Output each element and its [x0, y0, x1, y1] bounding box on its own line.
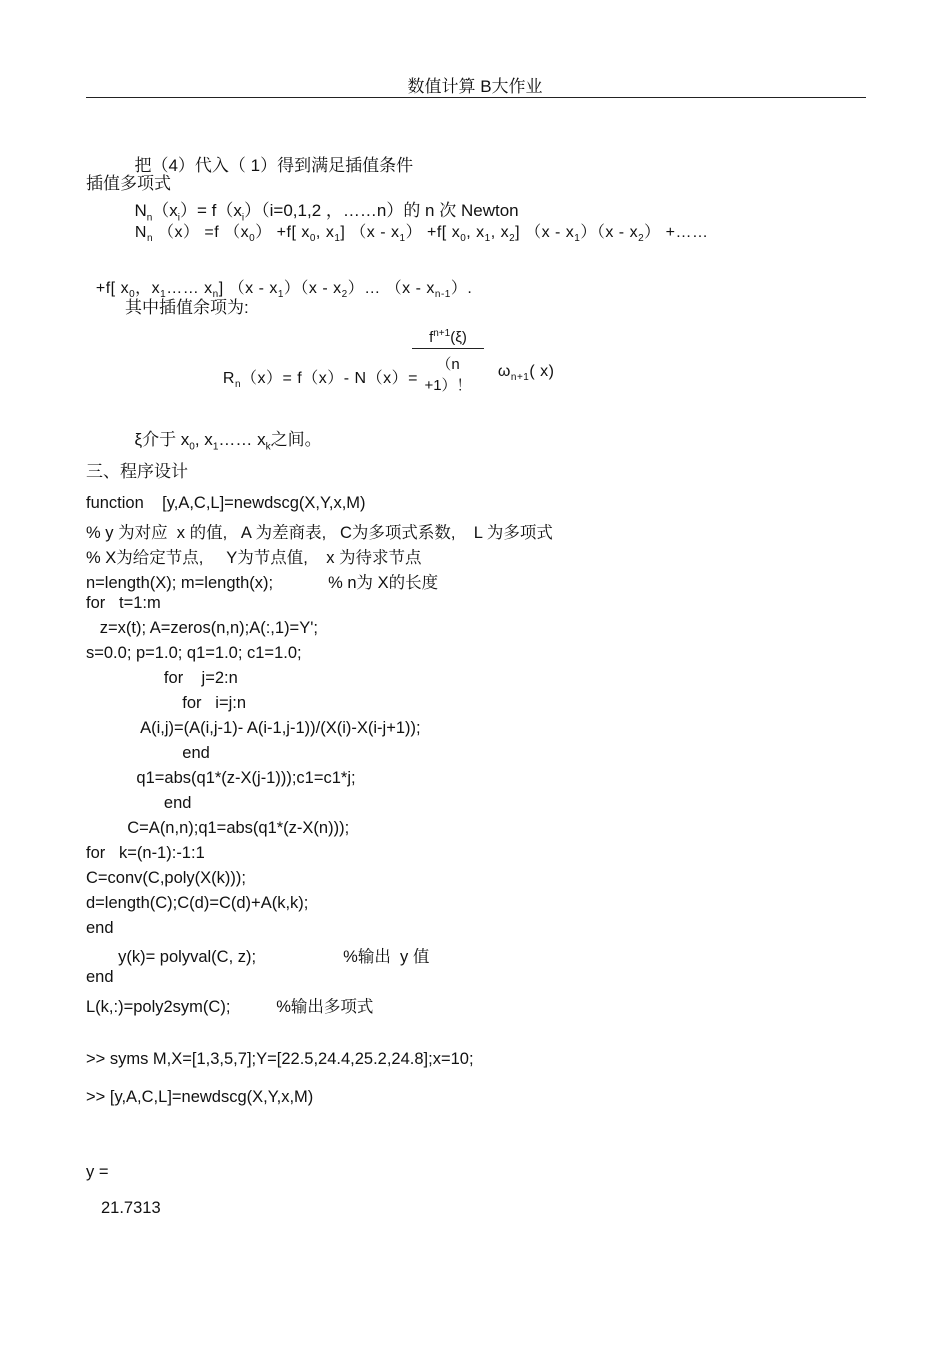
formula-text: …… x	[166, 280, 213, 297]
xi-sub: 0	[189, 441, 195, 453]
formula-sub: 1	[484, 233, 491, 245]
code-line: for j=2:n	[86, 669, 238, 687]
fraction-numerator	[412, 328, 484, 349]
formula-sub: 1	[160, 289, 167, 301]
code-line: A(i,j)=(A(i,j-1)- A(i-1,j-1))/(X(i)-X(i-j+1));	[86, 719, 421, 737]
numerator-sup: n+1	[433, 328, 451, 339]
remainder-sub: n	[234, 379, 242, 391]
para1-text-a: 把（4）代入（ 1）得到满足插值条件	[134, 156, 414, 175]
omega-text: ( x)	[529, 363, 555, 380]
code-line: C=A(n,n);q1=abs(q1*(z-X(n)));	[86, 819, 350, 837]
code-line: q1=abs(q1*(z-X(j-1)));c1=c1*j;	[86, 769, 356, 787]
formula-text: ）（x - x	[283, 280, 342, 297]
formula-text: ）（x - x	[580, 224, 639, 241]
formula-text: , x	[466, 224, 485, 241]
formula-sub: 1	[334, 233, 341, 245]
code-line: d=length(C);C(d)=C(d)+A(k,k);	[86, 894, 309, 912]
formula-text: ） +……	[644, 224, 709, 241]
remainder-text: （x）= f（x）- N（x）=	[241, 370, 418, 387]
formula-sub: 1	[277, 289, 284, 301]
formula-text: ） +f[ x	[405, 224, 461, 241]
section-title: 三、程序设计	[86, 462, 188, 481]
code-line: for i=j:n	[86, 694, 247, 712]
formula-text: ] （x - x	[218, 280, 278, 297]
xi-between-line	[125, 405, 322, 452]
formula-text: ] （x - x	[340, 224, 400, 241]
xi-text: , x	[194, 430, 213, 449]
code-line: C=conv(C,poly(X(k)));	[86, 869, 246, 887]
formula-text: +f[ x	[95, 280, 130, 297]
omega-sub: n+1	[510, 372, 530, 384]
numerator-xi: (ξ)	[450, 329, 467, 346]
header-rule	[86, 97, 866, 98]
formula-sub: 2	[341, 289, 348, 301]
formula-sub: 1	[574, 233, 581, 245]
formula-text: ） +f[ x	[255, 224, 310, 241]
formula-text: ）.	[450, 280, 473, 297]
formula-text: ] （x - x	[515, 224, 575, 241]
formula-n: N	[134, 224, 147, 241]
formula-sub: n-1	[434, 289, 451, 301]
numerator-f: f	[429, 329, 434, 346]
omega-symbol: ω	[497, 363, 511, 380]
code-line: % X为给定节点, Y为节点值, x 为待求节点	[86, 549, 422, 567]
code-line: z=x(t); A=zeros(n,n);A(:,1)=Y';	[86, 619, 318, 637]
para1-text-b: N	[134, 201, 147, 220]
formula-sub: 0	[129, 289, 136, 301]
output-value: 21.7313	[101, 1199, 161, 1217]
formula-sub: 0	[249, 233, 256, 245]
para1-text-e: ）（i=0,1,2 ，……n）的 n 次 Newton	[244, 201, 519, 220]
code-line: y(k)= polyval(C, z); %输出 y 值	[86, 948, 430, 966]
para1-text-d: ）= f（x	[180, 201, 242, 220]
remainder-r: R	[222, 370, 235, 387]
formula-sub: 0	[460, 233, 467, 245]
formula-sub: n	[212, 289, 219, 301]
page-header-title: 数值计算 B大作业	[407, 77, 543, 96]
code-line: for t=1:m	[86, 594, 161, 612]
para1-line2: 插值多项式	[86, 174, 171, 193]
xi-sub: 1	[212, 441, 219, 453]
code-line: end	[86, 919, 114, 937]
formula-text: （x） =f （x	[153, 224, 250, 241]
code-line: % y 为对应 x 的值, A 为差商表, C为多项式系数, L 为多项式	[86, 524, 553, 542]
formula-sub: 0	[309, 233, 316, 245]
xi-text: …… x	[218, 430, 266, 449]
code-line: function [y,A,C,L]=newdscg(X,Y,x,M)	[86, 494, 366, 512]
para1-sub-i1: i	[177, 212, 181, 224]
remainder-lhs	[213, 347, 418, 390]
formula-text: ）… （x - x	[347, 280, 435, 297]
formula-sub: 2	[509, 233, 516, 245]
output-label: y =	[86, 1163, 109, 1181]
formula-text: ，x	[135, 280, 161, 297]
code-line: end	[86, 744, 210, 762]
code-line: L(k,:)=poly2sym(C); %输出多项式	[86, 998, 374, 1016]
remainder-fraction	[412, 328, 484, 395]
para1-sub-n: n	[146, 212, 153, 224]
formula-sub: 1	[399, 233, 406, 245]
para1-text-c: （x	[152, 201, 178, 220]
remainder-intro: 其中插值余项为:	[125, 298, 249, 317]
command-line: >> syms M,X=[1,3,5,7];Y=[22.5,24.4,25.2,24.8];x=10;	[86, 1050, 474, 1068]
xi-text: 之间。	[270, 430, 322, 449]
para1-sub-i2: i	[241, 212, 245, 224]
code-line: end	[86, 794, 192, 812]
code-line: s=0.0; p=1.0; q1=1.0; c1=1.0;	[86, 644, 302, 662]
xi-sub: k	[265, 441, 271, 453]
code-line: for k=(n-1):-1:1	[86, 844, 205, 862]
code-line: n=length(X); m=length(x); % n为 X的长度	[86, 574, 439, 592]
formula-text: , x	[315, 224, 335, 241]
command-line: >> [y,A,C,L]=newdscg(X,Y,x,M)	[86, 1088, 314, 1106]
remainder-omega	[488, 345, 554, 383]
fraction-denominator: （n +1）！	[424, 356, 472, 394]
formula-sub: n	[146, 233, 154, 245]
newton-formula-line1	[125, 201, 708, 244]
xi-text: ξ介于 x	[134, 430, 190, 449]
code-line: end	[86, 968, 114, 986]
formula-text: , x	[490, 224, 510, 241]
formula-sub: 2	[638, 233, 645, 245]
